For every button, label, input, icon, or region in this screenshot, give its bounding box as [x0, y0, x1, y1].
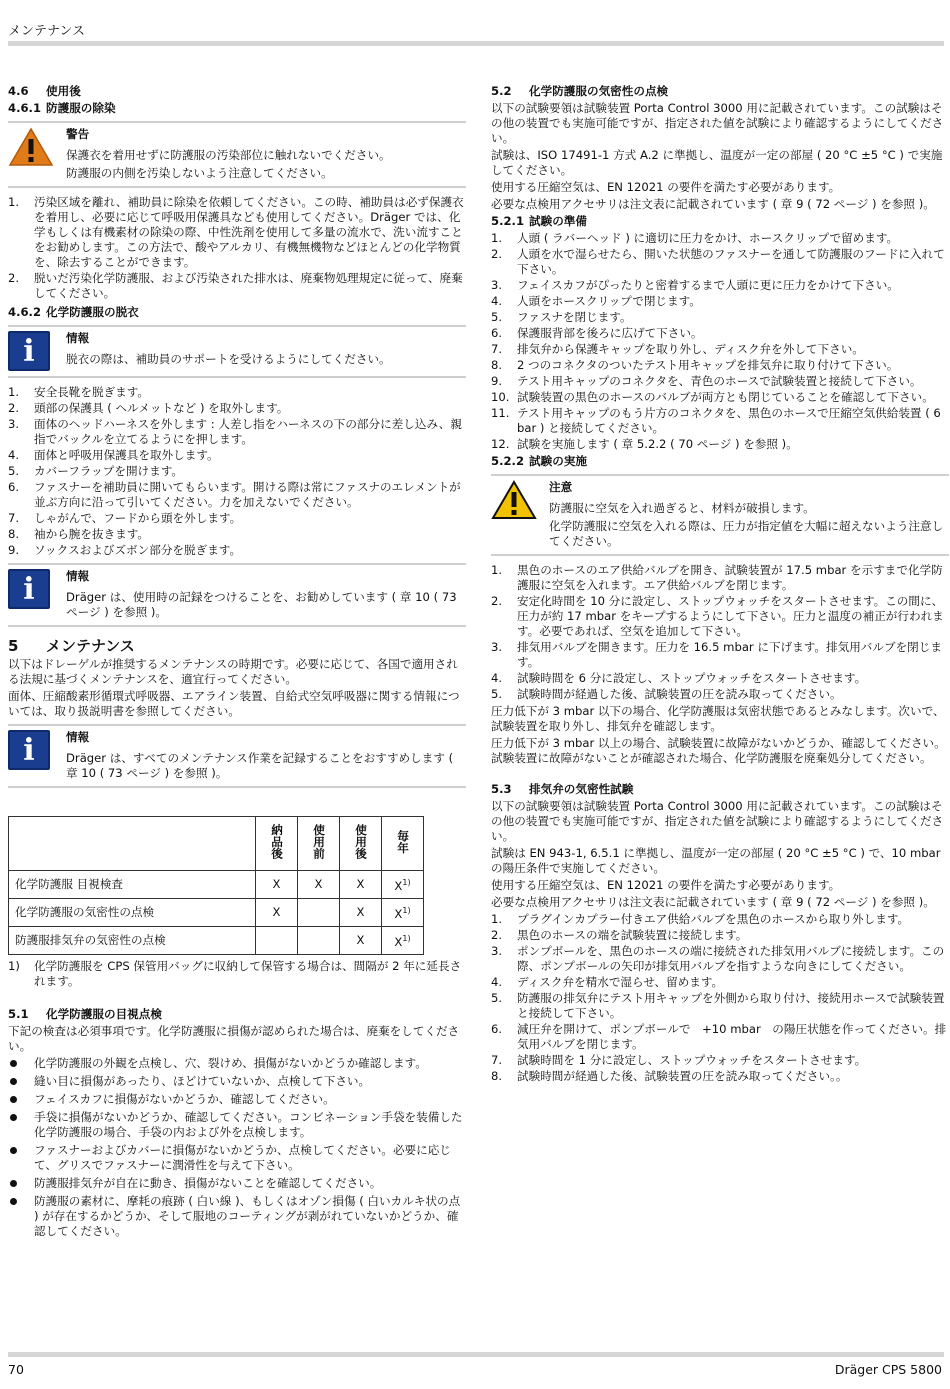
column-header: 使用後	[354, 824, 368, 859]
list-item: 4. ディスク弁を精水で湿らせ、留めます。	[491, 975, 724, 989]
list-item: 2. 安定化時間を 10 分に設定し、ストップウォッチをスタートさせます。この間に、圧力が約 17 mbar をキープするようにして下さい。圧力と温度の補正が行われます。必要であれば、空気を追加して下さい。	[491, 594, 944, 638]
table-cell: X	[340, 899, 382, 927]
info-icon: i	[8, 331, 50, 371]
section-5-2-1-heading: 5.2.1 試験の準備	[491, 214, 587, 228]
info-title: 情報	[66, 730, 90, 744]
table-header-row	[9, 817, 424, 871]
info-icon: i	[8, 569, 50, 609]
warning-line: 保護衣を着用せずに防護服の汚染部位に触れないでください。	[66, 148, 391, 162]
header-rule	[8, 41, 944, 46]
table-cell: X	[256, 899, 298, 927]
list-item: 7. しゃがんで、フードから頭を外します。	[8, 511, 242, 525]
list-item: 6. ファスナーを補助員に開いてもらいます。開ける際は常にファスナのエレメントが並ぶ方向に沿って引いてください。力を加えないでください。	[8, 480, 461, 509]
list-item: 化学防護服の外観を点検し、穴、裂けめ、損傷がないかどうか確認します。	[8, 1056, 466, 1071]
test-execution-steps	[491, 563, 949, 702]
paragraph: 圧力低下が 3 mbar 以下の場合、化学防護服は気密状態であるとみなします。次いで、試験装置を取り外し、排気弁を確認します。	[491, 704, 945, 733]
visual-inspection-list	[8, 1056, 466, 1239]
list-item: 1. 安全長靴を脱ぎます。	[8, 385, 150, 399]
column-header: 納品後	[270, 824, 284, 859]
table-cell: $X^{1)}$	[382, 871, 424, 899]
table-cell	[256, 927, 298, 955]
info-line: Dräger は、すべてのメンテナンス作業を記録することをおすすめします ( 章 10 ( 73 ページ ) を参照 )。	[66, 751, 454, 780]
paragraph: 使用する圧縮空気は、EN 12021 の要件を満たす必要があります。	[491, 180, 841, 194]
section-4-6-heading: 4.6 使用後	[8, 84, 81, 98]
header-title: メンテナンス	[8, 24, 85, 39]
list-item: 8. 2 つのコネクタのついたテスト用キャップを排気弁に取り付けて下さい。	[491, 358, 899, 372]
table-row	[9, 871, 424, 899]
list-item: 7. 排気弁から保護キャップを取り外し、ディスク弁を外して下さい。	[491, 342, 864, 356]
right-column	[491, 82, 949, 1085]
list-item: 1. 黒色のホースのエア供給バルブを開き、試験装置が 17.5 mbar を示すまで化学防護服に空気を入れます。エア供給バルブを閉じます。	[491, 563, 943, 592]
footer-rule	[8, 1352, 944, 1357]
paragraph: 以下の試験要領は試験装置 Porta Control 3000 用に記載されています。この試験はその他の装置でも実施可能ですが、指定された値を試験により確認するようにしてください。	[491, 101, 944, 145]
caution-line: 化学防護服に空気を入れる際は、圧力が指定値を大幅に超えないよう注意してください。	[549, 519, 944, 548]
warning-title: 警告	[66, 127, 90, 141]
list-item: 4. 試験時間を 6 分に設定し、ストップウォッチをスタートさせます。	[491, 671, 867, 685]
list-item: 縫い目に損傷があったり、ほどけていないか、点検して下さい。	[8, 1074, 466, 1089]
list-item: 5. 試験時間が経過した後、試験装置の圧を読み取ってください。	[491, 687, 842, 701]
list-item: 2. 人頭を水で湿らせたら、開いた状態のファスナーを通して防護服のフードに入れて下さい。	[491, 247, 945, 276]
list-item: フェイスカフに損傷がないかどうか、確認してください。	[8, 1092, 466, 1107]
section-5-2-heading: 5.2 化学防護服の気密性の点検	[491, 84, 669, 98]
paragraph: 圧力低下が 3 mbar 以上の場合、試験装置に故障がないかどうか、確認してください。試験装置に故障がないことが確認された場合、化学防護服を廃棄処分してください。	[491, 736, 946, 765]
test-preparation-steps	[491, 231, 949, 452]
list-item: 8. 試験時間が経過した後、試験装置の圧を読み取ってください。。	[491, 1069, 848, 1083]
list-item: 3. ポンプボールを、黒色のホースの端に接続された排気用バルブに接続します。この際、ポンプボールの矢印が排気用バルブを指すような向きにしてください。	[491, 944, 945, 973]
info-icon: i	[8, 730, 50, 770]
list-item: 12. 試験を実施します ( 章 5.2.2 ( 70 ページ ) を参照 )。	[491, 437, 798, 451]
list-item: 1. 汚染区域を離れ、補助員に除染を依頼してください。この時、補助員は必ず保護衣を着用し、必要に応じて呼吸用保護具なども使用してください。Dräger では、化学もしくは有機素材の除染の際、中性洗剤を使用して多量の流水で、洗い流すことをお勧めします。この方法で、酸やアルカリ、有機無機物などほとんどの化学物質を、除去することができます。	[8, 195, 464, 269]
list-item: 1. プラグインカプラー付きエア供給バルブを黒色のホースから取り外します。	[491, 912, 910, 926]
table-cell: X	[256, 871, 298, 899]
section-5-3-heading: 5.3 排気弁の気密性試験	[491, 782, 634, 796]
list-item: 4. 人頭をホースクリップで閉じます。	[491, 294, 701, 308]
warning-box	[8, 121, 466, 188]
info-line: Dräger は、使用時の記録をつけることを、お勧めしています ( 章 10 ( 73 ページ ) を参照 )。	[66, 590, 457, 619]
table-footnote: 1) 化学防護服を CPS 保管用バッグに収納して保管する場合は、間隔が 2 年に延長されます。	[8, 959, 462, 988]
list-item: 7. 試験時間を 1 分に設定し、ストップウォッチをスタートさせます。	[491, 1053, 867, 1067]
list-item: 5. カバーフラップを開けます。	[8, 464, 183, 478]
list-item: 9. テスト用キャップのコネクタを、青色のホースで試験装置と接続して下さい。	[491, 374, 922, 388]
info-title: 情報	[66, 331, 90, 345]
left-column	[8, 82, 466, 1242]
column-header: 使用前	[312, 824, 326, 859]
table-cell	[298, 899, 340, 927]
list-item: 5. 防護服の排気弁にテスト用キャップを外側から取り付け、接続用ホースで試験装置と接続して下さい。	[491, 991, 945, 1020]
list-item: 3. 面体のヘッドハーネスを外します : 人差し指をハーネスの下の部分に差し込み、親指でバックルを立てるようにを押します。	[8, 417, 462, 446]
paragraph: 必要な点検用アクセサリは注文表に記載されています ( 章 9 ( 72 ページ ) を参照 )。	[491, 895, 935, 909]
list-item: 6. 保護服背部を後ろに広げて下さい。	[491, 326, 703, 340]
list-item: 1. 人頭 ( ラバーヘッド ) に適切に圧力をかけ、ホースクリップで留めます。	[491, 231, 899, 245]
info-box	[8, 563, 466, 627]
table-cell: X	[340, 927, 382, 955]
paragraph: 以下の試験要領は試験装置 Porta Control 3000 用に記載されています。この試験はその他の装置でも実施可能ですが、指定された値を試験により確認するようにしてください。	[491, 799, 944, 843]
paragraph: 必要な点検用アクセサリは注文表に記載されています ( 章 9 ( 72 ページ ) を参照 )。	[491, 197, 935, 211]
list-item: 10. 試験装置の黒色のホースのバルブが両方とも閉じていることを確認して下さい。	[491, 390, 934, 404]
paragraph: 試験は EN 943-1, 6.5.1 に準拠し、温度が一定の部屋 ( 20 °C ±5 °C ) で、10 mbar の陽圧条件で実施してください。	[491, 846, 941, 875]
table-cell: $X^{1)}$	[382, 927, 424, 955]
paragraph: 面体、圧縮酸素形循環式呼吸器、エアライン装置、自給式空気呼吸器に関する情報については、取り扱説明書を参照してください。	[8, 689, 460, 718]
list-item: ファスナーおよびカバーに損傷がないかどうか、点検してください。必要に応じて、グリスでファスナーに潤滑性を与えて下さい。	[8, 1143, 466, 1173]
table-row	[9, 927, 424, 955]
page-number: 70	[8, 1362, 24, 1377]
section-4-6-1-heading: 4.6.1 防護服の除染	[8, 101, 116, 115]
table-row	[9, 899, 424, 927]
list-item: 5. ファスナを閉じます。	[491, 310, 632, 324]
decontamination-steps	[8, 195, 466, 301]
column-header: 毎年	[396, 829, 410, 854]
table-cell: $X^{1)}$	[382, 899, 424, 927]
undressing-steps	[8, 385, 466, 558]
section-5-2-2-heading: 5.2.2 試験の実施	[491, 454, 587, 468]
list-item: 11. テスト用キャップのもう片方のコネクタを、黒色のホースで圧縮空気供給装置 ( 6 bar ) と接続してください。	[491, 406, 941, 435]
table-cell: X	[298, 871, 340, 899]
row-label: 化学防護服 目視検査	[9, 871, 256, 899]
table-cell: X	[340, 871, 382, 899]
list-item: 4. 面体と呼吸用保護具を取外します。	[8, 448, 219, 462]
warning-line: 防護服の内側を汚染しないよう注意してください。	[66, 166, 333, 180]
list-item: 2. 脱いだ汚染化学防護服、および汚染された排水は、廃棄物処理規定に従って、廃棄してください。	[8, 271, 463, 300]
paragraph: 下記の検査は必須事項です。化学防護服に損傷が認められた場合は、廃棄をしてください。	[8, 1024, 460, 1053]
caution-title: 注意	[549, 480, 573, 494]
paragraph: 試験は、ISO 17491-1 方式 A.2 に準拠し、温度が一定の部屋 ( 20 °C ±5 °C ) で実施してください。	[491, 148, 943, 177]
paragraph: 以下はドレーゲルが推奨するメンテナンスの時期です。必要に応じて、各国で適用される法規に基づくメンテナンスを、適宜行ってください。	[8, 657, 458, 686]
section-4-6-2-heading: 4.6.2 化学防護服の脱衣	[8, 305, 139, 319]
caution-line: 防護服に空気を入れ過ぎると、材料が破損します。	[549, 501, 815, 515]
row-label: 防護服排気弁の気密性の点検	[9, 927, 256, 955]
caution-triangle-icon	[491, 480, 537, 520]
list-item: 6. 減圧弁を開けて、ポンプボールで +10 mbar の陽圧状態を作ってください。排気用バルブを閉じます。	[491, 1022, 947, 1051]
list-item: 3. 排気用バルブを開きます。圧力を 16.5 mbar に下げます。排気用バルブを閉じます。	[491, 640, 942, 669]
footer-product: Dräger CPS 5800	[834, 1362, 942, 1377]
info-box	[8, 325, 466, 378]
list-item: 手袋に損傷がないかどうか、確認してください。コンビネーション手袋を装備した化学防護服の場合、手袋の内および外を点検します。	[8, 1110, 466, 1140]
row-label: 化学防護服の気密性の点検	[9, 899, 256, 927]
warning-triangle-icon	[8, 127, 54, 167]
exhaust-valve-test-steps	[491, 912, 949, 1084]
info-box	[8, 724, 466, 788]
section-5-heading: 5 メンテナンス	[8, 637, 135, 655]
list-item: 9. ソックスおよびズボン部分を脱ぎます。	[8, 543, 242, 557]
list-item: 防護服の素材に、摩耗の痕跡 ( 白い線 )、もしくはオゾン損傷 ( 白いカルキ状の点 ) が存在するかどうか、そして服地のコーティングが剥がれていないかどうか、確認してください。	[8, 1194, 466, 1239]
list-item: 2. 黒色のホースの端を試験装置に接続します。	[491, 928, 748, 942]
table-cell	[298, 927, 340, 955]
paragraph: 使用する圧縮空気は、EN 12021 の要件を満たす必要があります。	[491, 878, 841, 892]
list-item: 防護服排気弁が自在に動き、損傷がないことを確認してください。	[8, 1176, 466, 1191]
info-title: 情報	[66, 569, 90, 583]
info-line: 脱衣の際は、補助員のサポートを受けるようにしてください。	[66, 352, 391, 366]
list-item: 3. フェイスカフがぴったりと密着するまで人頭に更に圧力をかけて下さい。	[491, 278, 899, 292]
list-item: 8. 袖から腕を抜きます。	[8, 527, 150, 541]
maintenance-schedule-table	[8, 816, 424, 955]
list-item: 2. 頭部の保護具 ( ヘルメットなど ) を取外します。	[8, 401, 289, 415]
caution-box	[491, 474, 949, 556]
section-5-1-heading: 5.1 化学防護服の目視点検	[8, 1007, 162, 1021]
